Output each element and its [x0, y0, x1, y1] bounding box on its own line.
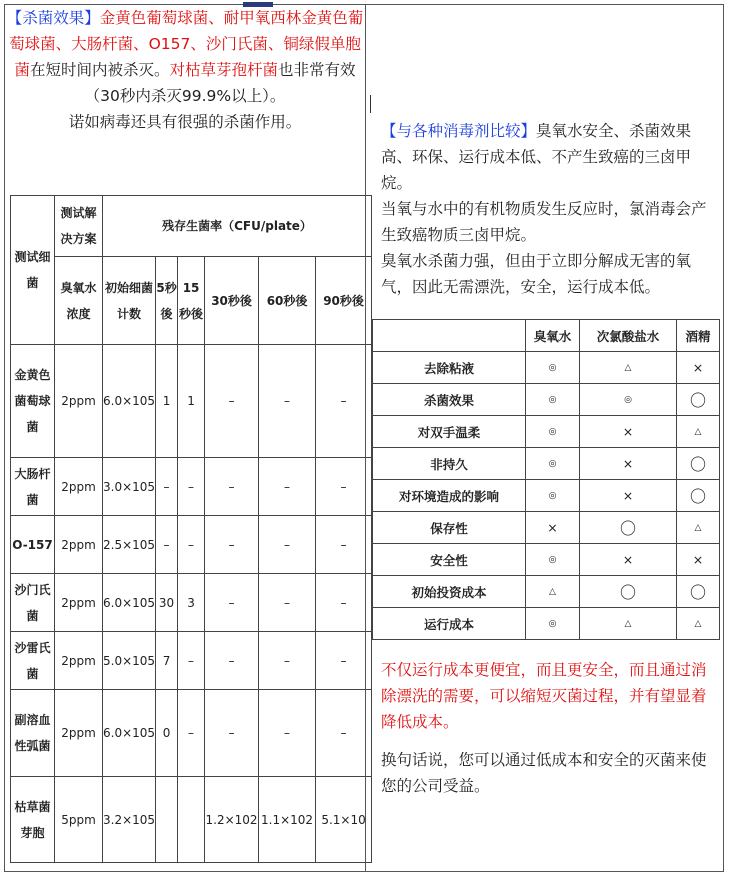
- table-row: [373, 512, 720, 544]
- rating-hypo: 〇: [580, 576, 677, 608]
- concentration: 2ppm: [55, 574, 103, 632]
- rating-hypo: ×: [580, 480, 677, 512]
- value-30s: –: [205, 345, 259, 458]
- table-row: [11, 777, 372, 863]
- initial-count: 6.0×105: [103, 574, 156, 632]
- rating-alcohol: ×: [677, 544, 720, 576]
- value-5s: 30: [156, 574, 178, 632]
- concentration: 2ppm: [55, 458, 103, 516]
- value-5s: –: [156, 516, 178, 574]
- header-test-solution: 测试解决方案: [55, 196, 103, 257]
- value-5s: 0: [156, 690, 178, 777]
- header-residual-rate: 残存生菌率（CFU/plate）: [103, 196, 372, 257]
- table-row: [11, 574, 372, 632]
- table-row: [373, 608, 720, 640]
- value-90s: –: [316, 516, 372, 574]
- initial-count: 6.0×105: [103, 690, 156, 777]
- table-row: [11, 632, 372, 690]
- bacteria-name: 副溶血性弧菌: [11, 690, 55, 777]
- rating-ozone: ◎: [526, 544, 580, 576]
- value-30s: –: [205, 574, 259, 632]
- sterilization-effect-text: [5, 5, 365, 135]
- norovirus-statement: 诺如病毒还具有很强的杀菌作用。: [68, 113, 302, 131]
- rating-hypo: ×: [580, 416, 677, 448]
- value-90s: –: [316, 458, 372, 516]
- rating-alcohol: 〇: [677, 448, 720, 480]
- comparison-p2: 当氧与水中的有机物质发生反应时，氯消毒会产生致癌物质三卤甲烷。: [381, 200, 707, 244]
- table-row: [11, 458, 372, 516]
- rating-alcohol: 〇: [677, 384, 720, 416]
- comparison-tag: 【与各种消毒剂比较】: [381, 122, 537, 140]
- row-label: 运行成本: [373, 608, 526, 640]
- value-60s: –: [259, 458, 316, 516]
- comparison-p1: 臭氧水安全、杀菌效果高、环保、运行成本低、不产生致癌的三卤甲烷。: [381, 122, 692, 192]
- value-60s: –: [259, 345, 316, 458]
- bacteria-name: 金黄色菌萄球菌: [11, 345, 55, 458]
- concentration: 2ppm: [55, 345, 103, 458]
- table-row: [11, 345, 372, 458]
- col-hypochlorite-water: 次氯酸盐水: [580, 320, 677, 352]
- value-5s: 1: [156, 345, 178, 458]
- content-frame: [4, 4, 724, 872]
- rating-ozone: ◎: [526, 416, 580, 448]
- concentration: 2ppm: [55, 516, 103, 574]
- initial-count: 6.0×105: [103, 345, 156, 458]
- col-ozone-water: 臭氧水: [526, 320, 580, 352]
- bacteria-name: O-157: [11, 516, 55, 574]
- disinfectant-comparison-table: [372, 319, 720, 640]
- rating-alcohol: △: [677, 512, 720, 544]
- table-row: [373, 416, 720, 448]
- conclusion-highlight: 不仅运行成本更便宜，而且更安全，而且通过消除漂洗的需要，可以缩短灭菌过程，并有望显着降低成本。: [381, 661, 707, 731]
- rating-hypo: ×: [580, 544, 677, 576]
- concentration: 2ppm: [55, 632, 103, 690]
- concentration: 2ppm: [55, 690, 103, 777]
- table-row: [11, 516, 372, 574]
- value-30s: –: [205, 516, 259, 574]
- value-5s: [156, 777, 178, 863]
- value-15s: –: [178, 690, 205, 777]
- table-row: [373, 352, 720, 384]
- bacteria-name: 沙雷氏菌: [11, 632, 55, 690]
- rating-hypo: ×: [580, 448, 677, 480]
- corner-cell: [373, 320, 526, 352]
- value-15s: [178, 777, 205, 863]
- text-cursor: [370, 95, 371, 113]
- value-60s: 1.1×102: [259, 777, 316, 863]
- conclusion-summary: 换句话说，您可以通过低成本和安全的灭菌来使您的公司受益。: [381, 751, 707, 795]
- header-ozone-concentration: 臭氧水浓度: [55, 257, 103, 345]
- table-row: [11, 690, 372, 777]
- value-60s: –: [259, 574, 316, 632]
- bacteria-name: 沙门氏菌: [11, 574, 55, 632]
- rating-hypo: △: [580, 608, 677, 640]
- sterilization-tag: 【杀菌效果】: [6, 9, 100, 27]
- initial-count: 2.5×105: [103, 516, 156, 574]
- initial-count: 3.0×105: [103, 458, 156, 516]
- header-30s: 30秒後: [205, 257, 259, 345]
- conclusion-text: [381, 657, 711, 799]
- row-label: 初始投资成本: [373, 576, 526, 608]
- row-label: 保存性: [373, 512, 526, 544]
- value-15s: –: [178, 516, 205, 574]
- rating-alcohol: △: [677, 608, 720, 640]
- value-90s: –: [316, 574, 372, 632]
- header-test-bacteria: 测试细菌: [11, 196, 55, 345]
- value-15s: 3: [178, 574, 205, 632]
- value-15s: –: [178, 458, 205, 516]
- concentration: 5ppm: [55, 777, 103, 863]
- initial-count: 3.2×105: [103, 777, 156, 863]
- value-60s: –: [259, 690, 316, 777]
- value-15s: 1: [178, 345, 205, 458]
- bacteria-name: 大肠杆菌: [11, 458, 55, 516]
- value-5s: –: [156, 458, 178, 516]
- initial-count: 5.0×105: [103, 632, 156, 690]
- row-label: 安全性: [373, 544, 526, 576]
- col-alcohol: 酒精: [677, 320, 720, 352]
- value-30s: 1.2×102: [205, 777, 259, 863]
- bacteria-list: 金黄色葡萄球菌、耐甲氧西林金黄色葡萄球菌、大肠杆菌、O157、沙门氏菌、铜绿假单胞菌: [9, 9, 364, 79]
- comparison-p3: 臭氧水杀菌力强，但由于立即分解成无害的氧气，因此无需漂洗，安全，运行成本低。: [381, 252, 692, 296]
- bacillus-statement: 也非常有效（30秒内杀灭99.9%以上）。: [84, 61, 356, 105]
- rating-ozone: △: [526, 576, 580, 608]
- table-row: [373, 544, 720, 576]
- bacteria-test-table: [10, 195, 372, 863]
- value-15s: –: [178, 632, 205, 690]
- row-label: 去除粘液: [373, 352, 526, 384]
- value-90s: 5.1×10: [316, 777, 372, 863]
- header-60s: 60秒後: [259, 257, 316, 345]
- value-90s: –: [316, 632, 372, 690]
- value-30s: –: [205, 458, 259, 516]
- rating-hypo: ◎: [580, 384, 677, 416]
- rating-alcohol: 〇: [677, 576, 720, 608]
- rating-alcohol: ×: [677, 352, 720, 384]
- row-label: 对环境造成的影响: [373, 480, 526, 512]
- rating-hypo: 〇: [580, 512, 677, 544]
- value-5s: 7: [156, 632, 178, 690]
- rating-ozone: ◎: [526, 352, 580, 384]
- value-60s: –: [259, 516, 316, 574]
- bacteria-name: 枯草菌芽胞: [11, 777, 55, 863]
- value-30s: –: [205, 690, 259, 777]
- table-row: [373, 448, 720, 480]
- rating-ozone: ◎: [526, 384, 580, 416]
- row-label: 杀菌效果: [373, 384, 526, 416]
- value-60s: –: [259, 632, 316, 690]
- value-90s: –: [316, 345, 372, 458]
- value-30s: –: [205, 632, 259, 690]
- header-5s: 5秒後: [156, 257, 178, 345]
- rating-alcohol: △: [677, 416, 720, 448]
- header-90s: 90秒後: [316, 257, 372, 345]
- rating-hypo: △: [580, 352, 677, 384]
- rating-ozone: ◎: [526, 448, 580, 480]
- row-label: 非持久: [373, 448, 526, 480]
- rating-ozone: ×: [526, 512, 580, 544]
- row-label: 对双手温柔: [373, 416, 526, 448]
- table-row: [373, 480, 720, 512]
- value-90s: –: [316, 690, 372, 777]
- rating-alcohol: 〇: [677, 480, 720, 512]
- table-row: [373, 576, 720, 608]
- rating-ozone: ◎: [526, 608, 580, 640]
- kill-statement: 在短时间内被杀灭。: [29, 61, 170, 79]
- bacillus-highlight: 对枯草芽孢杆菌: [169, 61, 279, 79]
- comparison-text: [381, 118, 711, 300]
- table-row: [373, 384, 720, 416]
- header-15s: 15秒後: [178, 257, 205, 345]
- rating-ozone: ◎: [526, 480, 580, 512]
- header-initial-count: 初始细菌计数: [103, 257, 156, 345]
